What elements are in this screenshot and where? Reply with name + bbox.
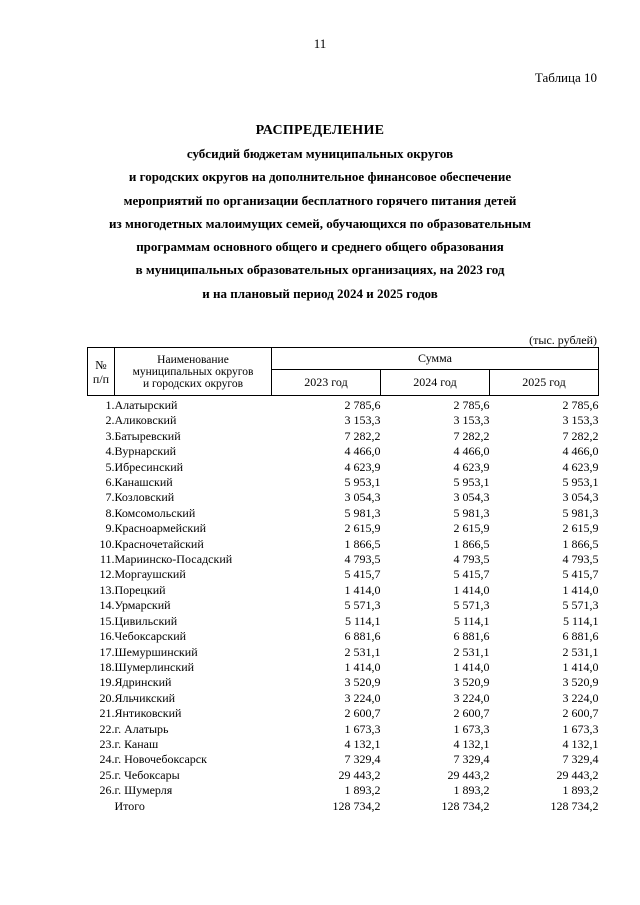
subtitle-line: и на плановый период 2024 и 2025 годов [202,285,438,301]
row-name: Красночетайский [114,536,204,551]
row-number: 2. [105,413,115,428]
row-value-2025: 4 466,0 [562,444,599,459]
row-value-2023: 7 329,4 [344,752,381,767]
row-name: Чебоксарский [114,629,187,644]
page-number: 11 [313,36,327,51]
row-number: 19. [99,675,115,690]
row-number: 7. [105,490,115,505]
row-value-2025: 4 132,1 [562,736,599,751]
row-number: 4. [105,444,115,459]
row-number: 20. [99,690,115,705]
table-row [88,506,599,521]
row-name: г. Шумерля [114,783,173,798]
total-value-2024: 128 734,2 [441,798,490,813]
row-value-2024: 4 466,0 [453,444,490,459]
row-value-2023: 2 785,6 [344,398,381,412]
row-value-2025: 1 414,0 [562,659,599,674]
row-value-2025: 2 600,7 [562,706,599,721]
row-value-2024: 5 571,3 [453,598,490,613]
row-value-2023: 29 443,2 [338,767,381,782]
row-value-2025: 5 114,1 [562,613,599,628]
row-value-2023: 4 793,5 [344,552,381,567]
table-body [88,396,599,814]
row-value-2025: 1 414,0 [562,582,599,597]
header-year-2023: 2023 год [272,370,381,396]
table-row [88,567,599,582]
total-value-2025: 128 734,2 [550,798,599,813]
row-number: 6. [105,475,115,490]
row-value-2024: 1 866,5 [453,536,490,551]
row-value-2025: 5 953,1 [562,475,599,490]
row-value-2023: 2 615,9 [344,521,381,536]
row-name: Моргаушский [114,567,186,582]
row-value-2025: 29 443,2 [556,767,599,782]
units-label: (тыс. рублей) [529,333,597,347]
row-value-2025: 7 282,2 [562,428,599,443]
header-year-2025: 2025 год [490,370,599,396]
row-value-2024: 2 600,7 [453,706,490,721]
table-row [88,614,599,629]
header-name-line: Наименование [157,353,229,366]
row-number: 15. [99,613,115,628]
row-value-2024: 6 881,6 [453,629,490,644]
row-value-2025: 2 785,6 [562,398,599,412]
row-value-2025: 3 153,3 [562,413,599,428]
row-number: 8. [105,505,115,520]
row-value-2025: 6 881,6 [562,629,599,644]
row-value-2024: 29 443,2 [447,767,490,782]
row-value-2025: 1 673,3 [562,721,599,736]
row-value-2023: 1 414,0 [344,659,381,674]
row-value-2024: 3 153,3 [453,413,490,428]
row-value-2024: 3 520,9 [453,675,490,690]
table-row [88,444,599,459]
row-number: 24. [99,752,115,767]
row-value-2023: 6 881,6 [344,629,381,644]
row-value-2024: 5 953,1 [453,475,490,490]
row-value-2024: 3 054,3 [453,490,490,505]
row-value-2023: 1 893,2 [344,783,381,798]
row-value-2024: 5 114,1 [453,613,490,628]
table-row [88,552,599,567]
row-value-2023: 1 673,3 [344,721,381,736]
row-name: г. Чебоксары [114,767,180,782]
table-row [88,429,599,444]
row-value-2025: 5 415,7 [562,567,599,582]
subtitle-line: программам основного общего и среднего общего образования [136,239,504,255]
row-name: Цивильский [114,613,178,628]
row-value-2023: 3 520,9 [344,675,381,690]
row-value-2023: 5 571,3 [344,598,381,613]
row-number: 10. [99,536,115,551]
table-row [88,706,599,721]
row-value-2025: 4 623,9 [562,459,599,474]
row-name: г. Новочебоксарск [114,752,207,767]
row-name: Шумерлинский [114,659,195,674]
subtitle-line: в муниципальных образовательных организациях, на 2023 год [135,262,505,278]
total-row [88,799,599,814]
table-row [88,722,599,737]
row-name: Красноармейский [114,521,207,536]
row-name: Батыревский [114,428,181,443]
table-row [88,521,599,536]
table-row [88,460,599,475]
row-number: 13. [99,582,115,597]
row-name: Вурнарский [114,444,177,459]
row-value-2023: 5 114,1 [344,613,381,628]
row-value-2023: 5 953,1 [344,475,381,490]
row-value-2024: 1 414,0 [453,659,490,674]
row-name: Шемуршинский [114,644,198,659]
table-row [88,583,599,598]
row-number: 12. [99,567,115,582]
table-row [88,475,599,490]
table-row [88,737,599,752]
header-number-line: № [95,357,107,372]
document-title [0,119,640,305]
row-value-2025: 4 793,5 [562,552,599,567]
row-value-2024: 7 282,2 [453,428,490,443]
row-name: Урмарский [114,598,171,613]
row-name: Порецкий [114,582,166,597]
row-number: 18. [99,659,115,674]
table-row [88,629,599,644]
row-value-2024: 5 415,7 [453,567,490,582]
row-name: г. Алатырь [114,721,169,736]
row-number: 11. [99,552,115,567]
row-value-2025: 3 054,3 [562,490,599,505]
row-value-2023: 3 153,3 [344,413,381,428]
total-number [88,799,115,814]
row-value-2025: 7 329,4 [562,752,599,767]
table-label: Таблица 10 [534,70,597,85]
row-number: 1. [105,398,115,412]
row-name: Аликовский [114,413,177,428]
header-name [115,348,272,396]
row-name: Алатырский [114,398,178,412]
row-value-2024: 4 623,9 [453,459,490,474]
row-value-2023: 4 466,0 [344,444,381,459]
row-number: 23. [99,736,115,751]
row-number: 25. [99,767,115,782]
table-row [88,752,599,767]
subtitle-line: мероприятий по организации бесплатного горячего питания детей [123,192,517,208]
row-value-2025: 2 531,1 [562,644,599,659]
table-row [88,783,599,798]
row-value-2023: 2 531,1 [344,644,381,659]
row-number: 5. [105,459,115,474]
total-value-2023: 128 734,2 [332,798,381,813]
header-number-line: п/п [92,371,110,386]
row-value-2025: 1 866,5 [562,536,599,551]
row-value-2023: 1 866,5 [344,536,381,551]
table-row [88,645,599,660]
row-value-2025: 5 981,3 [562,505,599,520]
table-row [88,537,599,552]
table-row [88,660,599,675]
distribution-table [87,347,599,814]
row-value-2024: 4 132,1 [453,736,490,751]
header-sum: Сумма [272,348,599,370]
row-name: Яльчикский [114,690,176,705]
row-number: 9. [105,521,115,536]
subtitle-line: субсидий бюджетам муниципальных округов [186,146,454,161]
row-name: Мариинско-Посадский [114,552,233,567]
row-value-2025: 2 615,9 [562,521,599,536]
table-row [88,396,599,414]
row-name: Канашский [114,475,173,490]
row-value-2025: 3 224,0 [562,690,599,705]
table-row [88,675,599,690]
row-value-2024: 1 673,3 [453,721,490,736]
row-value-2023: 4 132,1 [344,736,381,751]
row-number: 21. [99,706,115,721]
header-year-2024: 2024 год [381,370,490,396]
row-number: 14. [99,598,115,613]
row-value-2023: 5 415,7 [344,567,381,582]
row-name: Ядринский [114,675,172,690]
row-name: Ибресинский [114,459,184,474]
table-header [88,348,599,396]
row-value-2024: 1 893,2 [453,783,490,798]
row-value-2024: 4 793,5 [453,552,490,567]
row-value-2024: 3 224,0 [453,690,490,705]
table-row [88,490,599,505]
row-value-2023: 4 623,9 [344,459,381,474]
row-value-2025: 5 571,3 [562,598,599,613]
row-value-2023: 7 282,2 [344,428,381,443]
subtitle-line: и городских округов на дополнительное финансовое обеспечение [128,169,512,185]
row-value-2024: 7 329,4 [453,752,490,767]
header-name-line: и городских округов [143,377,243,390]
row-name: Козловский [114,490,175,505]
table-row [88,598,599,613]
header-number [88,348,115,396]
row-value-2023: 5 981,3 [344,505,381,520]
row-number: 26. [99,783,115,798]
row-value-2023: 2 600,7 [344,706,381,721]
row-value-2024: 2 531,1 [453,644,490,659]
subtitle-line: из многодетных малоимущих семей, обучающихся по образовательным [109,215,531,231]
row-value-2024: 5 981,3 [453,505,490,520]
table-row [88,768,599,783]
row-value-2023: 3 054,3 [344,490,381,505]
row-name: Янтиковский [114,706,182,721]
row-value-2025: 1 893,2 [562,783,599,798]
table-row [88,691,599,706]
title-heading: РАСПРЕДЕЛЕНИЕ [255,123,385,138]
row-value-2024: 2 615,9 [453,521,490,536]
row-name: г. Канаш [114,736,159,751]
row-number: 16. [99,629,115,644]
row-number: 17. [99,644,115,659]
total-label: Итого [114,798,145,813]
table-row [88,413,599,428]
row-name: Комсомольский [114,505,196,520]
row-number: 22. [99,721,115,736]
header-name-line: муниципальных округов [132,365,254,378]
row-value-2023: 3 224,0 [344,690,381,705]
row-number: 3. [105,428,115,443]
row-value-2025: 3 520,9 [562,675,599,690]
row-value-2024: 2 785,6 [453,398,490,412]
row-value-2023: 1 414,0 [344,582,381,597]
row-value-2024: 1 414,0 [453,582,490,597]
